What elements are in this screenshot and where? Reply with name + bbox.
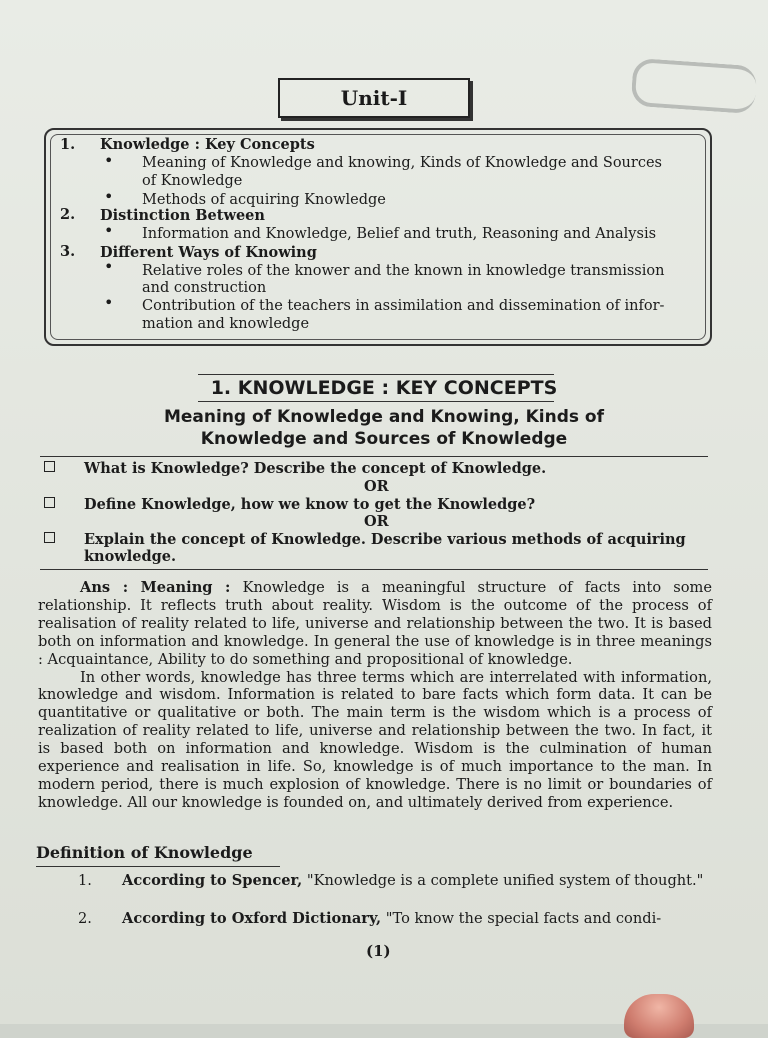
bullet: • (104, 293, 114, 312)
toc-item: Information and Knowledge, Belief and truth, Reasoning and Analysis (142, 226, 657, 242)
question: Define Knowledge, how we know to get the Knowledge? (84, 496, 536, 513)
answer-label: Ans : Meaning : (80, 579, 231, 596)
divider (36, 866, 280, 867)
divider (198, 401, 554, 402)
question: Explain the concept of Knowledge. Describe various methods of acquiring (84, 531, 686, 548)
bullet: • (104, 257, 114, 276)
checkbox-icon (44, 497, 55, 508)
or-label: OR (364, 513, 389, 530)
unit-title-box (278, 78, 470, 118)
contents-box (44, 128, 712, 346)
chapter-title: 1. KNOWLEDGE : KEY CONCEPTS (210, 377, 558, 399)
chapter-subtitle: Meaning of Knowledge and Knowing, Kinds of (163, 407, 605, 427)
thumb (624, 994, 694, 1038)
toc-item: and construction (142, 280, 267, 296)
toc-section-title: Knowledge : Key Concepts (100, 136, 315, 153)
toc-item: Meaning of Knowledge and knowing, Kinds of Knowledge and Sources (142, 155, 662, 171)
toc-section-number: 1. (60, 136, 76, 153)
question: What is Knowledge? Describe the concept of Knowledge. (84, 460, 547, 477)
answer-body (38, 579, 712, 812)
bullet: • (104, 187, 114, 206)
toc-item: Contribution of the teachers in assimilation and dissemination of infor- (142, 298, 665, 314)
toc-section-number: 3. (60, 243, 76, 260)
chapter-subtitle: Knowledge and Sources of Knowledge (200, 429, 568, 449)
book-page: Unit-I 1. Knowledge : Key Concepts • Meaning of Knowledge and knowing, Kinds of Knowledge and Sources of Knowledge • Methods of acquiring Knowledge 2. Distinction Between • Information and Knowledge, Belief and truth, Reasoning and Analysis 3. Different Ways of Knowing • Relative roles of the knower and the known in knowledge transmission and construction • Contribution of the teachers in assimilation and dissemination of infor- mation and knowledge 1. KNOWLEDGE : KEY CONCEPTS Meaning of Knowledge and Knowing, Kinds of Knowledge and Sources of Knowledge What is Knowledge? Describe the concept of Knowledge. OR Define Knowledge, how we know to get the Knowledge? OR Explain the concept of Knowledge. Describe various methods of acquiring knowledge. Ans : Meaning : Knowledge is a meaningful structure of facts into some relationship. It reflects truth about reality. Wisdom is the outcome of the process of realisation of reality related to life, universe and relationship between the two. It is based both on information and knowledge. In general the use of knowledge is in three meanings : Acquaintance, Ability to do something and propositional of knowledge. In other words, knowledge has three terms which are interrelated with information, knowledge and wisdom. Information is related to bare facts which form data. It can be quantitative or qualitative or both. The main term is the wisdom which is a process of realization of reality related to life, universe and relationship between the two. In fact, it is based both on information and knowledge. Wisdom is the culmination of human experience and realisation in life. So, knowledge is of much importance to the man. In modern period, there is much explosion of knowledge. There is no limit or boundaries of knowledge. All our knowledge is founded on, and ultimately derived from experience. Definition of Knowledge 1. According to Spencer, "Knowledge is a complete unified system of thought." 2. According to Oxford Dictionary, "To know the special facts and condi- (1) (0, 0, 768, 1024)
definition-heading: Definition of Knowledge (36, 843, 253, 862)
toc-item: Relative roles of the knower and the known in knowledge transmission (142, 263, 665, 279)
paper-clip (630, 58, 757, 115)
toc-section-number: 2. (60, 206, 76, 223)
toc-section-title: Different Ways of Knowing (100, 244, 317, 261)
checkbox-icon (44, 532, 55, 543)
bullet: • (104, 221, 114, 240)
answer-paragraph: In other words, knowledge has three terms which are interrelated with information, knowledge and wisdom. Information is related to bare facts which form data. It can be quantitative or qualitative or both. The main term is the wisdom which is a process of realization of reality related to life, universe and relationship between the two. In fact, it is based both on information and knowledge. Wisdom is the culmination of human experience and realisation in life. So, knowledge is of much importance to the man. In modern period, there is much explosion of knowledge. There is no limit or boundaries of knowledge. All our knowledge is founded on, and ultimately derived from experience. (38, 668, 712, 811)
toc-item: Methods of acquiring Knowledge (142, 192, 386, 208)
answer-paragraph: Ans : Meaning : Knowledge is a meaningful structure of facts into some relationship. It reflects truth about reality. Wisdom is the outcome of the process of realisation of reality related to life, universe and relationship between the two. It is based both on information and knowledge. In general the use of knowledge is in three meanings : Acquaintance, Ability to do something and propositional of knowledge. (38, 579, 713, 668)
toc-section-title: Distinction Between (100, 207, 265, 224)
divider (198, 374, 554, 375)
toc-item: of Knowledge (142, 173, 243, 189)
question: knowledge. (84, 548, 177, 565)
divider (40, 456, 708, 457)
bullet: • (104, 151, 114, 170)
unit-title: Unit-I (340, 86, 408, 110)
page-number: (1) (366, 942, 391, 960)
checkbox-icon (44, 461, 55, 472)
divider (40, 569, 708, 570)
or-label: OR (364, 478, 389, 495)
toc-item: mation and knowledge (142, 316, 310, 332)
